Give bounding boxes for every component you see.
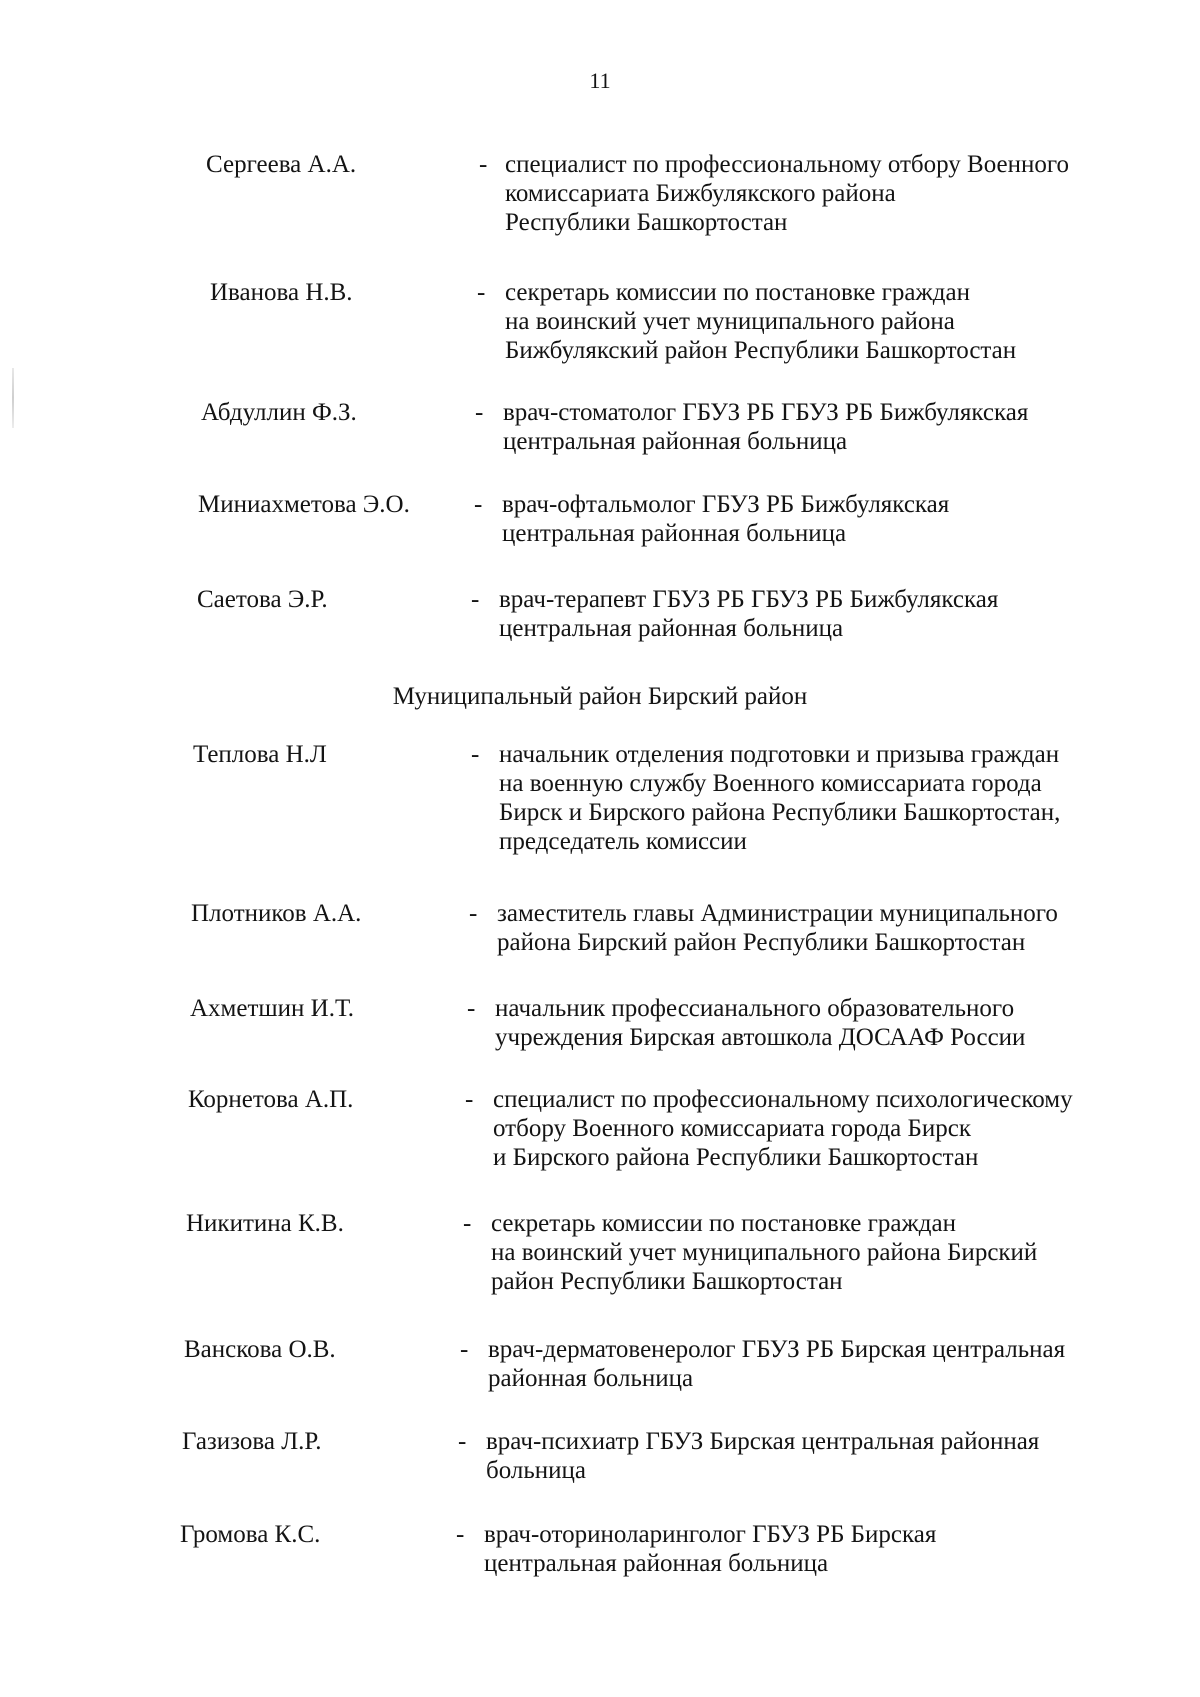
page-number: 11 [589,68,611,93]
role-line: комиссариата Бижбулякского района [505,180,896,207]
role-line: центральная районная больница [502,520,847,547]
separator-dash: - [456,1521,465,1548]
member-name: Газизова Л.Р. [182,1428,322,1455]
role-line: центральная районная больница [484,1550,829,1577]
member-role [484,1520,1104,1578]
member-name: Абдуллин Ф.З. [201,399,357,426]
role-line: начальник профессианального образовательного [495,995,1015,1022]
separator-dash: - [474,491,483,518]
separator-dash: - [465,1086,474,1113]
separator-dash: - [469,900,478,927]
member-role [491,1209,1111,1296]
role-line: на военную службу Военного комиссариата города [499,770,1042,797]
separator-dash: - [471,741,480,768]
role-line: на воинский учет муниципального района Бирский [491,1239,1038,1266]
role-line: врач-офтальмолог ГБУЗ РБ Бижбулякская [502,491,950,518]
role-line: Бижбулякский район Республики Башкортостан [505,337,1017,364]
separator-dash: - [477,279,486,306]
member-role [503,398,1123,456]
member-name: Ахметшин И.Т. [190,995,354,1022]
member-role [499,585,1119,643]
member-role [495,994,1115,1052]
separator-dash: - [475,399,484,426]
role-line: секретарь комиссии по постановке граждан [505,279,970,306]
member-role [497,899,1117,957]
role-line: врач-терапевт ГБУЗ РБ ГБУЗ РБ Бижбулякская [499,586,999,613]
role-line: специалист по профессиональному отбору Военного [505,151,1070,178]
member-name: Корнетова А.П. [188,1086,354,1113]
role-line: начальник отделения подготовки и призыва граждан [499,741,1060,768]
section-heading: Муниципальный район Бирский район [392,683,808,710]
member-name: Плотников А.А. [191,900,362,927]
role-line: центральная районная больница [503,428,848,455]
member-role [486,1427,1106,1485]
role-line: и Бирского района Республики Башкортостан [493,1144,979,1171]
role-line: заместитель главы Администрации муниципального [497,900,1058,927]
separator-dash: - [479,151,488,178]
member-name: Ванскова О.В. [184,1336,336,1363]
member-role [493,1085,1113,1172]
separator-dash: - [463,1210,472,1237]
member-role [505,150,1125,237]
role-line: районная больница [488,1365,694,1392]
scan-artifact [12,368,14,428]
role-line: центральная районная больница [499,615,844,642]
separator-dash: - [458,1428,467,1455]
member-role [505,278,1125,365]
role-line: района Бирский район Республики Башкортостан [497,929,1026,956]
role-line: район Республики Башкортостан [491,1268,843,1295]
separator-dash: - [467,995,476,1022]
member-name: Саетова Э.Р. [197,586,328,613]
role-line: секретарь комиссии по постановке граждан [491,1210,956,1237]
member-name: Сергеева А.А. [206,151,357,178]
role-line: учреждения Бирская автошкола ДОСААФ России [495,1024,1026,1051]
separator-dash: - [471,586,480,613]
role-line: Бирск и Бирского района Республики Башкортостан, [499,799,1061,826]
member-name: Иванова Н.В. [210,279,353,306]
member-role [499,740,1119,856]
role-line: врач-оториноларинголог ГБУЗ РБ Бирская [484,1521,937,1548]
role-line: врач-стоматолог ГБУЗ РБ ГБУЗ РБ Бижбулякская [503,399,1029,426]
role-line: врач-психиатр ГБУЗ Бирская центральная районная [486,1428,1040,1455]
role-line: на воинский учет муниципального района [505,308,955,335]
role-line: председатель комиссии [499,828,747,855]
separator-dash: - [460,1336,469,1363]
member-role [502,490,1122,548]
role-line: Республики Башкортостан [505,209,788,236]
member-name: Миниахметова Э.О. [198,491,410,518]
member-name: Теплова Н.Л [193,741,327,768]
member-name: Никитина К.В. [186,1210,344,1237]
role-line: больница [486,1457,586,1484]
role-line: врач-дерматовенеролог ГБУЗ РБ Бирская центральная [488,1336,1066,1363]
role-line: отбору Военного комиссариата города Бирск [493,1115,972,1142]
member-name: Громова К.С. [180,1521,321,1548]
role-line: специалист по профессиональному психологическому [493,1086,1073,1113]
member-role [488,1335,1108,1393]
